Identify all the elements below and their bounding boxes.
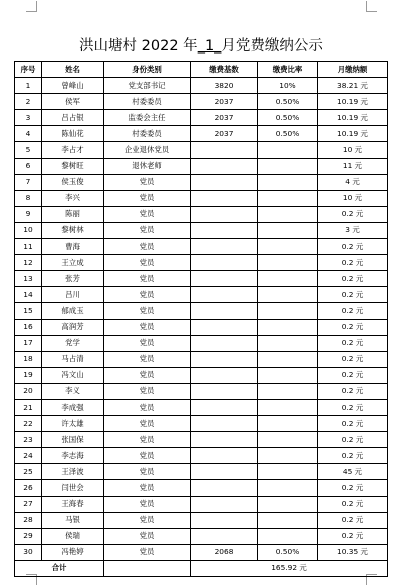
table-row bbox=[15, 158, 388, 174]
cell-role: 村委委员 bbox=[104, 94, 191, 110]
cell-rate bbox=[258, 319, 318, 335]
cell-name: 张芳 bbox=[42, 271, 104, 287]
cell-name: 冯文山 bbox=[42, 367, 104, 383]
table-row bbox=[15, 480, 388, 496]
cell-no: 21 bbox=[15, 399, 42, 415]
cell-base bbox=[191, 528, 258, 544]
page-corner-mark-top-right bbox=[366, 1, 377, 12]
page-title bbox=[0, 36, 402, 56]
cell-name: 高润芳 bbox=[42, 319, 104, 335]
cell-base bbox=[191, 480, 258, 496]
total-value: 165.92 元 bbox=[191, 560, 388, 576]
cell-fee: 10 元 bbox=[318, 190, 388, 206]
cell-name: 侯玉俊 bbox=[42, 174, 104, 190]
cell-rate bbox=[258, 432, 318, 448]
cell-fee: 0.2 元 bbox=[318, 480, 388, 496]
total-label: 合计 bbox=[15, 560, 104, 576]
table-row bbox=[15, 399, 388, 415]
table-row bbox=[15, 126, 388, 142]
cell-rate bbox=[258, 496, 318, 512]
cell-name: 党学 bbox=[42, 335, 104, 351]
cell-base bbox=[191, 335, 258, 351]
cell-name: 闫世会 bbox=[42, 480, 104, 496]
cell-role: 党员 bbox=[104, 416, 191, 432]
cell-no: 1 bbox=[15, 78, 42, 94]
table-row bbox=[15, 142, 388, 158]
cell-base bbox=[191, 432, 258, 448]
cell-fee: 0.2 元 bbox=[318, 383, 388, 399]
table-row bbox=[15, 190, 388, 206]
cell-role: 村委委员 bbox=[104, 126, 191, 142]
cell-rate bbox=[258, 142, 318, 158]
cell-fee: 0.2 元 bbox=[318, 367, 388, 383]
cell-fee: 11 元 bbox=[318, 158, 388, 174]
table-row bbox=[15, 544, 388, 560]
cell-base bbox=[191, 464, 258, 480]
cell-no: 18 bbox=[15, 351, 42, 367]
cell-role: 党员 bbox=[104, 255, 191, 271]
table-row bbox=[15, 367, 388, 383]
cell-fee: 0.2 元 bbox=[318, 432, 388, 448]
cell-fee: 0.2 元 bbox=[318, 351, 388, 367]
cell-role: 党员 bbox=[104, 319, 191, 335]
cell-name: 吕川 bbox=[42, 287, 104, 303]
header-fee: 月缴纳额 bbox=[318, 62, 388, 78]
table-row bbox=[15, 255, 388, 271]
cell-role: 企业退休党员 bbox=[104, 142, 191, 158]
cell-fee: 10.35 元 bbox=[318, 544, 388, 560]
table-row bbox=[15, 464, 388, 480]
table-row bbox=[15, 94, 388, 110]
cell-role: 党员 bbox=[104, 399, 191, 415]
cell-name: 黎树旺 bbox=[42, 158, 104, 174]
cell-no: 26 bbox=[15, 480, 42, 496]
table-row bbox=[15, 222, 388, 238]
cell-fee: 0.2 元 bbox=[318, 496, 388, 512]
cell-name: 王海春 bbox=[42, 496, 104, 512]
cell-name: 李义 bbox=[42, 383, 104, 399]
table-row bbox=[15, 416, 388, 432]
cell-rate bbox=[258, 528, 318, 544]
cell-fee: 3 元 bbox=[318, 222, 388, 238]
cell-rate bbox=[258, 351, 318, 367]
cell-fee: 38.21 元 bbox=[318, 78, 388, 94]
cell-rate bbox=[258, 206, 318, 222]
cell-role: 党员 bbox=[104, 367, 191, 383]
cell-role: 党员 bbox=[104, 448, 191, 464]
cell-name: 许太雄 bbox=[42, 416, 104, 432]
cell-fee: 10.19 元 bbox=[318, 110, 388, 126]
title-month: _1_ bbox=[197, 38, 222, 54]
cell-fee: 0.2 元 bbox=[318, 255, 388, 271]
cell-no: 19 bbox=[15, 367, 42, 383]
cell-fee: 0.2 元 bbox=[318, 239, 388, 255]
cell-fee: 10.19 元 bbox=[318, 126, 388, 142]
cell-base bbox=[191, 255, 258, 271]
cell-no: 3 bbox=[15, 110, 42, 126]
cell-rate bbox=[258, 464, 318, 480]
cell-name: 陈丽 bbox=[42, 206, 104, 222]
table-row bbox=[15, 239, 388, 255]
cell-name: 侯军 bbox=[42, 94, 104, 110]
cell-role: 党员 bbox=[104, 206, 191, 222]
table-header-row bbox=[15, 62, 388, 78]
cell-base bbox=[191, 190, 258, 206]
cell-fee: 0.2 元 bbox=[318, 206, 388, 222]
cell-base: 2037 bbox=[191, 126, 258, 142]
cell-role: 党员 bbox=[104, 239, 191, 255]
cell-base bbox=[191, 158, 258, 174]
table-row bbox=[15, 496, 388, 512]
cell-rate: 0.50% bbox=[258, 110, 318, 126]
cell-role: 退休老师 bbox=[104, 158, 191, 174]
cell-fee: 0.2 元 bbox=[318, 335, 388, 351]
cell-base bbox=[191, 319, 258, 335]
cell-rate bbox=[258, 399, 318, 415]
cell-no: 6 bbox=[15, 158, 42, 174]
table-row bbox=[15, 110, 388, 126]
cell-role: 党员 bbox=[104, 432, 191, 448]
cell-role: 党员 bbox=[104, 303, 191, 319]
cell-rate bbox=[258, 287, 318, 303]
cell-rate bbox=[258, 239, 318, 255]
cell-role: 党员 bbox=[104, 351, 191, 367]
cell-name: 李占才 bbox=[42, 142, 104, 158]
title-suffix: 月党费缴纳公示 bbox=[221, 38, 323, 54]
table-row bbox=[15, 432, 388, 448]
cell-base bbox=[191, 496, 258, 512]
table-row bbox=[15, 319, 388, 335]
cell-name: 李成强 bbox=[42, 399, 104, 415]
cell-no: 7 bbox=[15, 174, 42, 190]
cell-rate bbox=[258, 303, 318, 319]
table-row bbox=[15, 351, 388, 367]
table-row bbox=[15, 383, 388, 399]
cell-fee: 0.2 元 bbox=[318, 448, 388, 464]
cell-rate bbox=[258, 416, 318, 432]
cell-no: 13 bbox=[15, 271, 42, 287]
cell-fee: 0.2 元 bbox=[318, 271, 388, 287]
cell-no: 24 bbox=[15, 448, 42, 464]
cell-fee: 10 元 bbox=[318, 142, 388, 158]
cell-role: 党支部书记 bbox=[104, 78, 191, 94]
cell-role: 党员 bbox=[104, 271, 191, 287]
cell-rate bbox=[258, 448, 318, 464]
cell-name: 吕占银 bbox=[42, 110, 104, 126]
cell-fee: 10.19 元 bbox=[318, 94, 388, 110]
cell-name: 曾峰山 bbox=[42, 78, 104, 94]
cell-base: 2068 bbox=[191, 544, 258, 560]
cell-base bbox=[191, 142, 258, 158]
cell-rate bbox=[258, 190, 318, 206]
cell-fee: 4 元 bbox=[318, 174, 388, 190]
cell-base bbox=[191, 271, 258, 287]
cell-name: 郁成玉 bbox=[42, 303, 104, 319]
cell-base bbox=[191, 287, 258, 303]
title-prefix: 洪山塘村 2022 年 bbox=[79, 38, 198, 54]
cell-no: 30 bbox=[15, 544, 42, 560]
cell-base bbox=[191, 448, 258, 464]
cell-no: 25 bbox=[15, 464, 42, 480]
cell-role: 党员 bbox=[104, 464, 191, 480]
cell-role: 党员 bbox=[104, 512, 191, 528]
header-no: 序号 bbox=[15, 62, 42, 78]
cell-base bbox=[191, 399, 258, 415]
page-corner-mark-top-left bbox=[26, 1, 37, 12]
cell-role: 党员 bbox=[104, 190, 191, 206]
cell-role: 党员 bbox=[104, 174, 191, 190]
cell-base: 2037 bbox=[191, 94, 258, 110]
cell-rate bbox=[258, 158, 318, 174]
cell-role: 党员 bbox=[104, 480, 191, 496]
cell-rate bbox=[258, 174, 318, 190]
cell-no: 10 bbox=[15, 222, 42, 238]
cell-fee: 0.2 元 bbox=[318, 319, 388, 335]
cell-rate: 10% bbox=[258, 78, 318, 94]
cell-role: 党员 bbox=[104, 528, 191, 544]
cell-name: 陈仙花 bbox=[42, 126, 104, 142]
cell-base bbox=[191, 351, 258, 367]
cell-fee: 0.2 元 bbox=[318, 303, 388, 319]
header-name: 姓名 bbox=[42, 62, 104, 78]
header-role: 身份类别 bbox=[104, 62, 191, 78]
cell-base bbox=[191, 206, 258, 222]
cell-base bbox=[191, 303, 258, 319]
cell-rate bbox=[258, 367, 318, 383]
cell-fee: 45 元 bbox=[318, 464, 388, 480]
cell-rate bbox=[258, 383, 318, 399]
cell-name: 李兴 bbox=[42, 190, 104, 206]
cell-no: 29 bbox=[15, 528, 42, 544]
cell-base bbox=[191, 239, 258, 255]
table-row bbox=[15, 303, 388, 319]
cell-base bbox=[191, 416, 258, 432]
cell-base bbox=[191, 222, 258, 238]
table-row bbox=[15, 206, 388, 222]
cell-base bbox=[191, 174, 258, 190]
cell-fee: 0.2 元 bbox=[318, 416, 388, 432]
cell-rate bbox=[258, 222, 318, 238]
table-row bbox=[15, 335, 388, 351]
cell-rate: 0.50% bbox=[258, 126, 318, 142]
cell-no: 15 bbox=[15, 303, 42, 319]
cell-rate bbox=[258, 512, 318, 528]
cell-name: 黎树林 bbox=[42, 222, 104, 238]
total-row bbox=[15, 560, 388, 576]
cell-name: 马占清 bbox=[42, 351, 104, 367]
cell-no: 9 bbox=[15, 206, 42, 222]
cell-name: 侯瑞 bbox=[42, 528, 104, 544]
cell-no: 22 bbox=[15, 416, 42, 432]
cell-no: 2 bbox=[15, 94, 42, 110]
cell-role: 党员 bbox=[104, 222, 191, 238]
cell-no: 14 bbox=[15, 287, 42, 303]
cell-no: 5 bbox=[15, 142, 42, 158]
cell-base bbox=[191, 383, 258, 399]
header-base: 缴费基数 bbox=[191, 62, 258, 78]
cell-rate bbox=[258, 480, 318, 496]
table-row bbox=[15, 271, 388, 287]
cell-name: 曹海 bbox=[42, 239, 104, 255]
table-row bbox=[15, 448, 388, 464]
cell-no: 11 bbox=[15, 239, 42, 255]
cell-name: 马银 bbox=[42, 512, 104, 528]
cell-name: 张国保 bbox=[42, 432, 104, 448]
cell-rate bbox=[258, 255, 318, 271]
cell-rate: 0.50% bbox=[258, 544, 318, 560]
cell-name: 李志海 bbox=[42, 448, 104, 464]
cell-no: 16 bbox=[15, 319, 42, 335]
cell-role: 党员 bbox=[104, 287, 191, 303]
cell-rate bbox=[258, 335, 318, 351]
cell-no: 20 bbox=[15, 383, 42, 399]
cell-no: 23 bbox=[15, 432, 42, 448]
cell-base bbox=[191, 367, 258, 383]
cell-base: 3820 bbox=[191, 78, 258, 94]
fee-table bbox=[14, 61, 388, 577]
cell-no: 8 bbox=[15, 190, 42, 206]
cell-no: 28 bbox=[15, 512, 42, 528]
table-row bbox=[15, 174, 388, 190]
table-row bbox=[15, 287, 388, 303]
cell-name: 王立成 bbox=[42, 255, 104, 271]
cell-fee: 0.2 元 bbox=[318, 399, 388, 415]
cell-fee: 0.2 元 bbox=[318, 528, 388, 544]
cell-fee: 0.2 元 bbox=[318, 287, 388, 303]
cell-role: 监委会主任 bbox=[104, 110, 191, 126]
table-row bbox=[15, 78, 388, 94]
cell-no: 27 bbox=[15, 496, 42, 512]
cell-role: 党员 bbox=[104, 496, 191, 512]
cell-role: 党员 bbox=[104, 335, 191, 351]
cell-base bbox=[191, 512, 258, 528]
cell-role: 党员 bbox=[104, 383, 191, 399]
cell-no: 12 bbox=[15, 255, 42, 271]
table-row bbox=[15, 512, 388, 528]
cell-name: 王泽波 bbox=[42, 464, 104, 480]
cell-rate bbox=[258, 271, 318, 287]
cell-rate: 0.50% bbox=[258, 94, 318, 110]
cell-no: 4 bbox=[15, 126, 42, 142]
header-rate: 缴费比率 bbox=[258, 62, 318, 78]
cell-no: 17 bbox=[15, 335, 42, 351]
cell-role: 党员 bbox=[104, 544, 191, 560]
table-row bbox=[15, 528, 388, 544]
cell-base: 2037 bbox=[191, 110, 258, 126]
cell-name: 冯艳婷 bbox=[42, 544, 104, 560]
cell-fee: 0.2 元 bbox=[318, 512, 388, 528]
total-empty-role bbox=[104, 560, 191, 576]
